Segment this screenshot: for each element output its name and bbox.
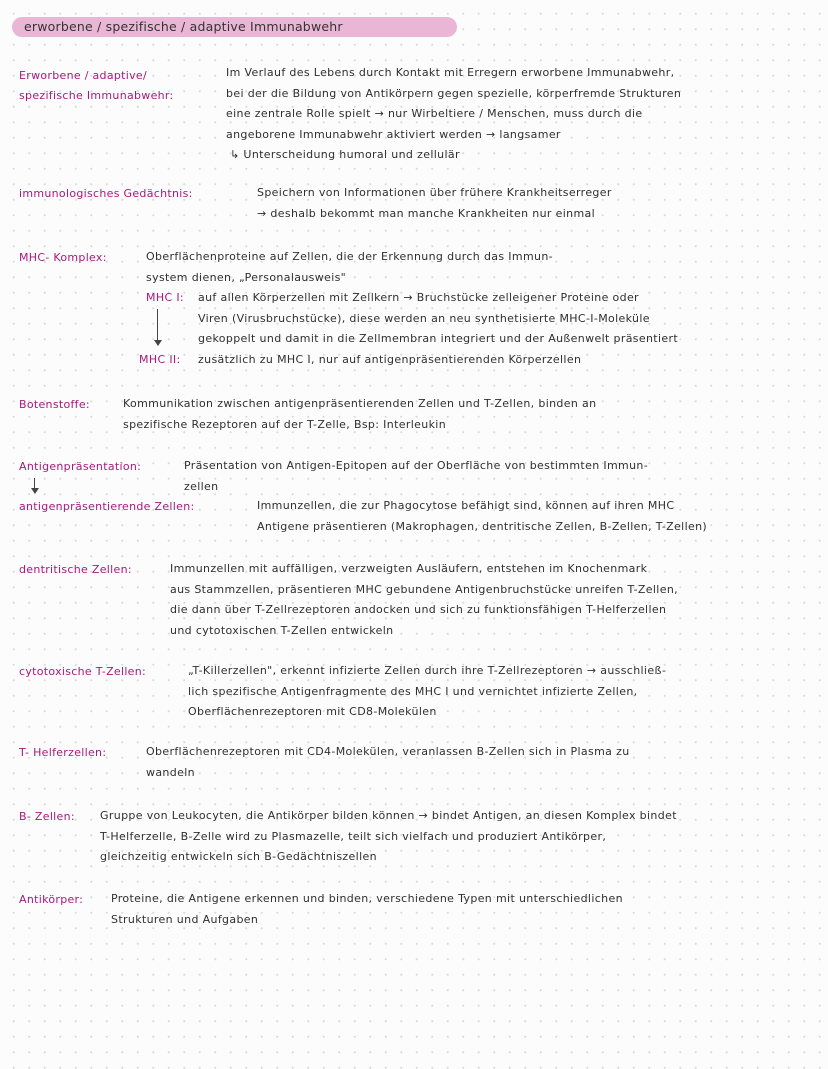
term-mhc-komplex: MHC- Komplex: bbox=[19, 251, 107, 264]
definition-line: Viren (Virusbruchstücke), diese werden an neu synthetisierte MHC-I-Moleküle bbox=[198, 311, 650, 325]
definition-line: ↳ Unterscheidung humoral und zellulär bbox=[230, 148, 460, 161]
definition-line: gleichzeitig entwickeln sich B-Gedächtniszellen bbox=[100, 850, 377, 863]
term-antigenpraesentation: Antigenpräsentation: bbox=[19, 460, 142, 473]
definition-line: Oberflächenrezeptoren mit CD8-Molekülen bbox=[188, 705, 437, 718]
term-line: Erworbene / adaptive/ bbox=[19, 69, 148, 82]
definition-line: angeborene Immunabwehr aktiviert werden → langsamer bbox=[226, 127, 561, 141]
definition-b-zellen bbox=[100, 806, 677, 868]
arrow-down-icon bbox=[34, 478, 35, 493]
mhc2-definition bbox=[198, 350, 581, 371]
mhc1-definition bbox=[198, 288, 678, 350]
definition-line: zellen bbox=[184, 479, 219, 493]
definition-line: lich spezifische Antigenfragmente des MHC I und vernichtet infizierte Zellen, bbox=[188, 684, 638, 698]
definition-botenstoffe bbox=[123, 394, 596, 435]
definition-cytotoxische-t-zellen bbox=[188, 661, 666, 723]
definition-line: auf allen Körperzellen mit Zellkern → Bruchstücke zelleigener Proteine oder bbox=[198, 291, 639, 304]
term-line: spezifische Immunabwehr: bbox=[19, 89, 174, 102]
definition-antigenpraesentierende-zellen bbox=[257, 496, 707, 537]
definition-line: wandeln bbox=[146, 765, 195, 779]
definition-line: und cytotoxischen T-Zellen entwickeln bbox=[170, 623, 394, 637]
page-title: erworbene / spezifische / adaptive Immunabwehr bbox=[12, 17, 457, 37]
definition-line: Präsentation von Antigen-Epitopen auf der Oberfläche von bestimmten Immun- bbox=[184, 459, 649, 472]
term-immunologisches-gedaechtnis: immunologisches Gedächtnis: bbox=[19, 187, 193, 200]
definition-line: Speichern von Informationen über frühere Krankheitserreger bbox=[257, 186, 612, 199]
term-erworbene-immunabwehr bbox=[19, 66, 174, 106]
definition-line: Immunzellen mit auffälligen, verzweigten Ausläufern, entstehen im Knochenmark bbox=[170, 562, 648, 575]
definition-mhc-komplex bbox=[146, 247, 553, 288]
definition-line: die dann über T-Zellrezeptoren andocken und sich zu funktionsfähigen T-Helferzellen bbox=[170, 603, 667, 616]
definition-line: gekoppelt und damit in die Zellmembran integriert und der Außenwelt präsentiert bbox=[198, 332, 679, 345]
definition-line: spezifische Rezeptoren auf der T-Zelle, Bsp: Interleukin bbox=[123, 417, 447, 431]
definition-line: Gruppe von Leukocyten, die Antikörper bilden können → bindet Antigen, an diesen Komplex bindet bbox=[100, 809, 677, 822]
definition-line: → deshalb bekommt man manche Krankheiten nur einmal bbox=[257, 206, 596, 220]
term-dentritische-zellen: dentritische Zellen: bbox=[19, 563, 132, 576]
term-botenstoffe: Botenstoffe: bbox=[19, 398, 90, 411]
term-antikoerper: Antikörper: bbox=[19, 893, 84, 906]
definition-line: T-Helferzelle, B-Zelle wird zu Plasmazelle, teilt sich vielfach und produziert Antikörper, bbox=[100, 829, 607, 843]
mhc2-label: MHC II: bbox=[139, 353, 181, 366]
definition-line: Immunzellen, die zur Phagocytose befähigt sind, können auf ihren MHC bbox=[257, 499, 675, 512]
definition-line: Im Verlauf des Lebens durch Kontakt mit Erregern erworbene Immunabwehr, bbox=[226, 66, 675, 79]
definition-line: Oberflächenrezeptoren mit CD4-Molekülen, veranlassen B-Zellen sich in Plasma zu bbox=[146, 745, 630, 758]
definition-line: „T-Killerzellen", erkennt infizierte Zellen durch ihre T-Zellrezeptoren → ausschließ- bbox=[188, 664, 667, 677]
definition-line: bei der die Bildung von Antikörpern gegen spezielle, körperfremde Strukturen bbox=[226, 86, 682, 100]
definition-line: Kommunikation zwischen antigenpräsentierenden Zellen und T-Zellen, binden an bbox=[123, 397, 597, 410]
definition-line: Proteine, die Antigene erkennen und binden, verschiedene Typen mit unterschiedlichen bbox=[111, 892, 623, 905]
definition-line: eine zentrale Rolle spielt → nur Wirbeltiere / Menschen, muss durch die bbox=[226, 107, 643, 120]
definition-erworbene-immunabwehr bbox=[226, 63, 681, 166]
arrow-down-icon bbox=[157, 309, 158, 345]
definition-line: Antigene präsentieren (Makrophagen, dentritische Zellen, B-Zellen, T-Zellen) bbox=[257, 519, 708, 533]
definition-t-helferzellen bbox=[146, 742, 630, 783]
definition-antikoerper bbox=[111, 889, 623, 930]
definition-line: system dienen, „Personalausweis" bbox=[146, 270, 347, 284]
term-antigenpraesentierende-zellen: antigenpräsentierende Zellen: bbox=[19, 500, 195, 513]
definition-dentritische-zellen bbox=[170, 559, 678, 641]
definition-line: Strukturen und Aufgaben bbox=[111, 912, 259, 926]
mhc1-label: MHC I: bbox=[146, 291, 184, 304]
term-cytotoxische-t-zellen: cytotoxische T-Zellen: bbox=[19, 665, 147, 678]
definition-line: zusätzlich zu MHC I, nur auf antigenpräsentierenden Körperzellen bbox=[198, 353, 582, 366]
definition-immunologisches-gedaechtnis bbox=[257, 183, 612, 224]
term-b-zellen: B- Zellen: bbox=[19, 810, 75, 823]
definition-line: Oberflächenproteine auf Zellen, die der Erkennung durch das Immun- bbox=[146, 250, 553, 263]
definition-antigenpraesentation bbox=[184, 456, 648, 497]
definition-line: aus Stammzellen, präsentieren MHC gebundene Antigenbruchstücke unreifen T-Zellen, bbox=[170, 582, 678, 596]
term-t-helferzellen: T- Helferzellen: bbox=[19, 746, 107, 759]
